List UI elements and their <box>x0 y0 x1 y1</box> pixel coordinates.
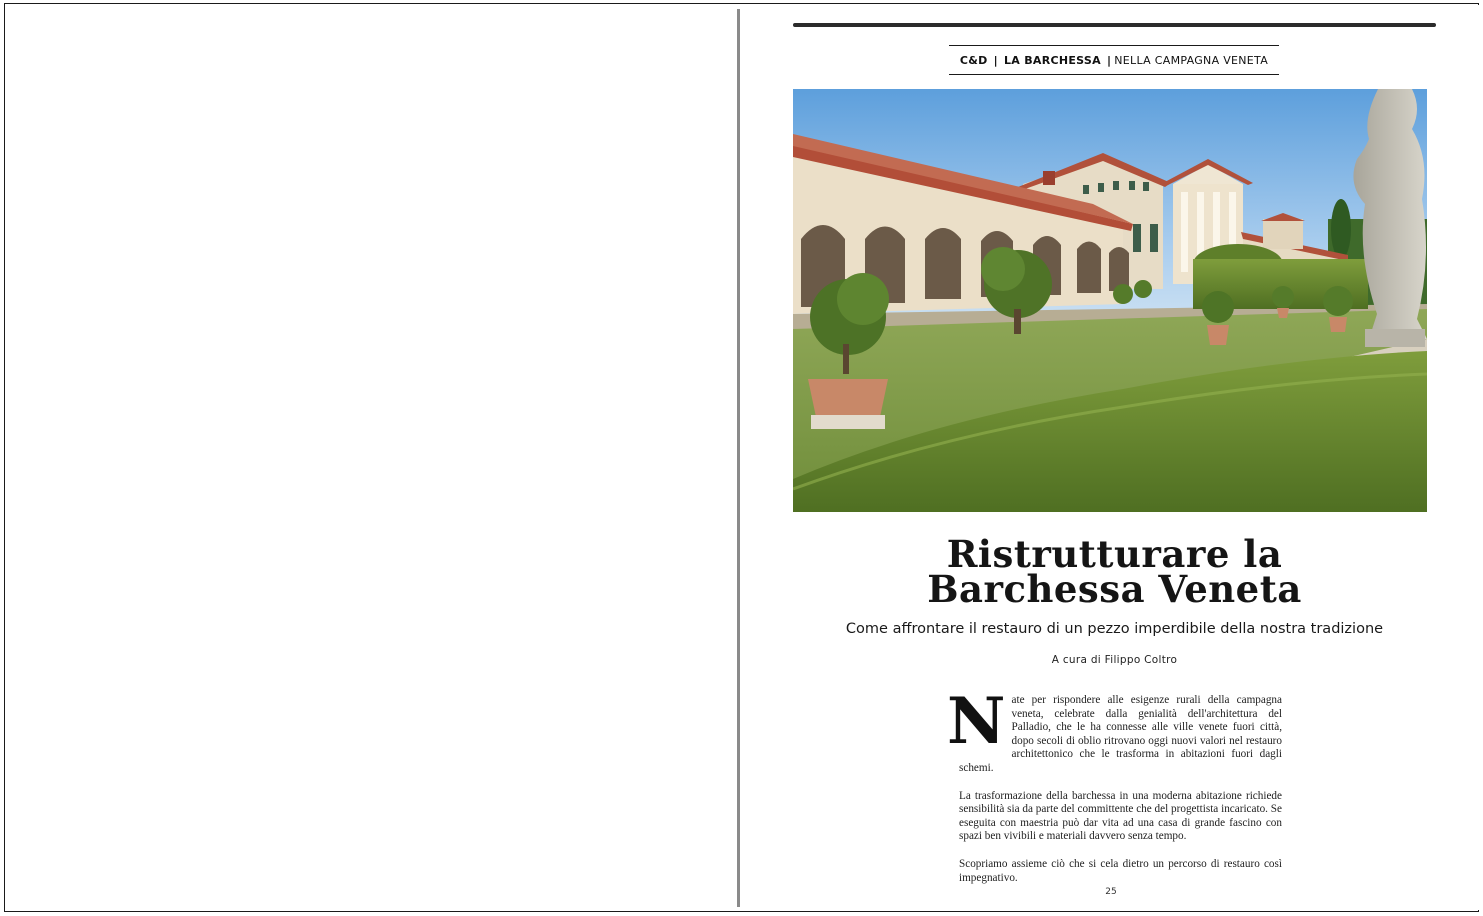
title-line-1: Ristrutturare la <box>946 532 1283 576</box>
drop-cap: N <box>947 684 1006 759</box>
right-page <box>741 5 1479 910</box>
section-header <box>949 45 1279 75</box>
section-label: LA BARCHESSA <box>1003 53 1101 67</box>
magazine-label: C&D <box>959 53 988 67</box>
title-line-2: Barchessa Veneta <box>927 567 1302 611</box>
paragraph-1 <box>947 684 1282 776</box>
article-title <box>793 532 1436 611</box>
villa-photo-illustration <box>793 89 1427 512</box>
page-gutter <box>737 9 740 907</box>
article-byline: A cura di Filippo Coltro <box>1051 654 1178 666</box>
paragraph-1-text: ate per rispondere alle esigenze rurali della campagna veneta, celebrate dalla genialità dell'architettura del Palladio, che le ha connesse alle ville venete fuori città, dopo secoli di oblio ritrovano oggi nuovi valori nel restauro architettonico che le trasforma in abitazioni fuori dagli schemi. <box>959 694 1282 774</box>
paragraph-2: La trasformazione della barchessa in una moderna abitazione richiede sensibilità sia da parte del committente che del progettista incaricato. Se eseguita con maestria può dar vita ad una casa di grande fascino con spazi ben vivibili e materiali davvero senza tempo. <box>959 789 1282 843</box>
article-subtitle: Come affrontare il restauro di un pezzo imperdibile della nostra tradizione <box>845 621 1384 637</box>
subsection-label: NELLA CAMPAGNA VENETA <box>1114 53 1269 67</box>
paragraph-3: Scopriamo assieme ciò che si cela dietro un percorso di restauro così impegnativo. <box>959 857 1282 884</box>
hero-photo-villa <box>793 89 1427 512</box>
page-number: 25 <box>1105 887 1117 897</box>
top-rule <box>793 23 1436 27</box>
article-body <box>947 684 1282 899</box>
left-page-blank <box>6 5 736 910</box>
header-separator: | <box>993 53 998 67</box>
header-separator: | <box>1106 53 1112 67</box>
